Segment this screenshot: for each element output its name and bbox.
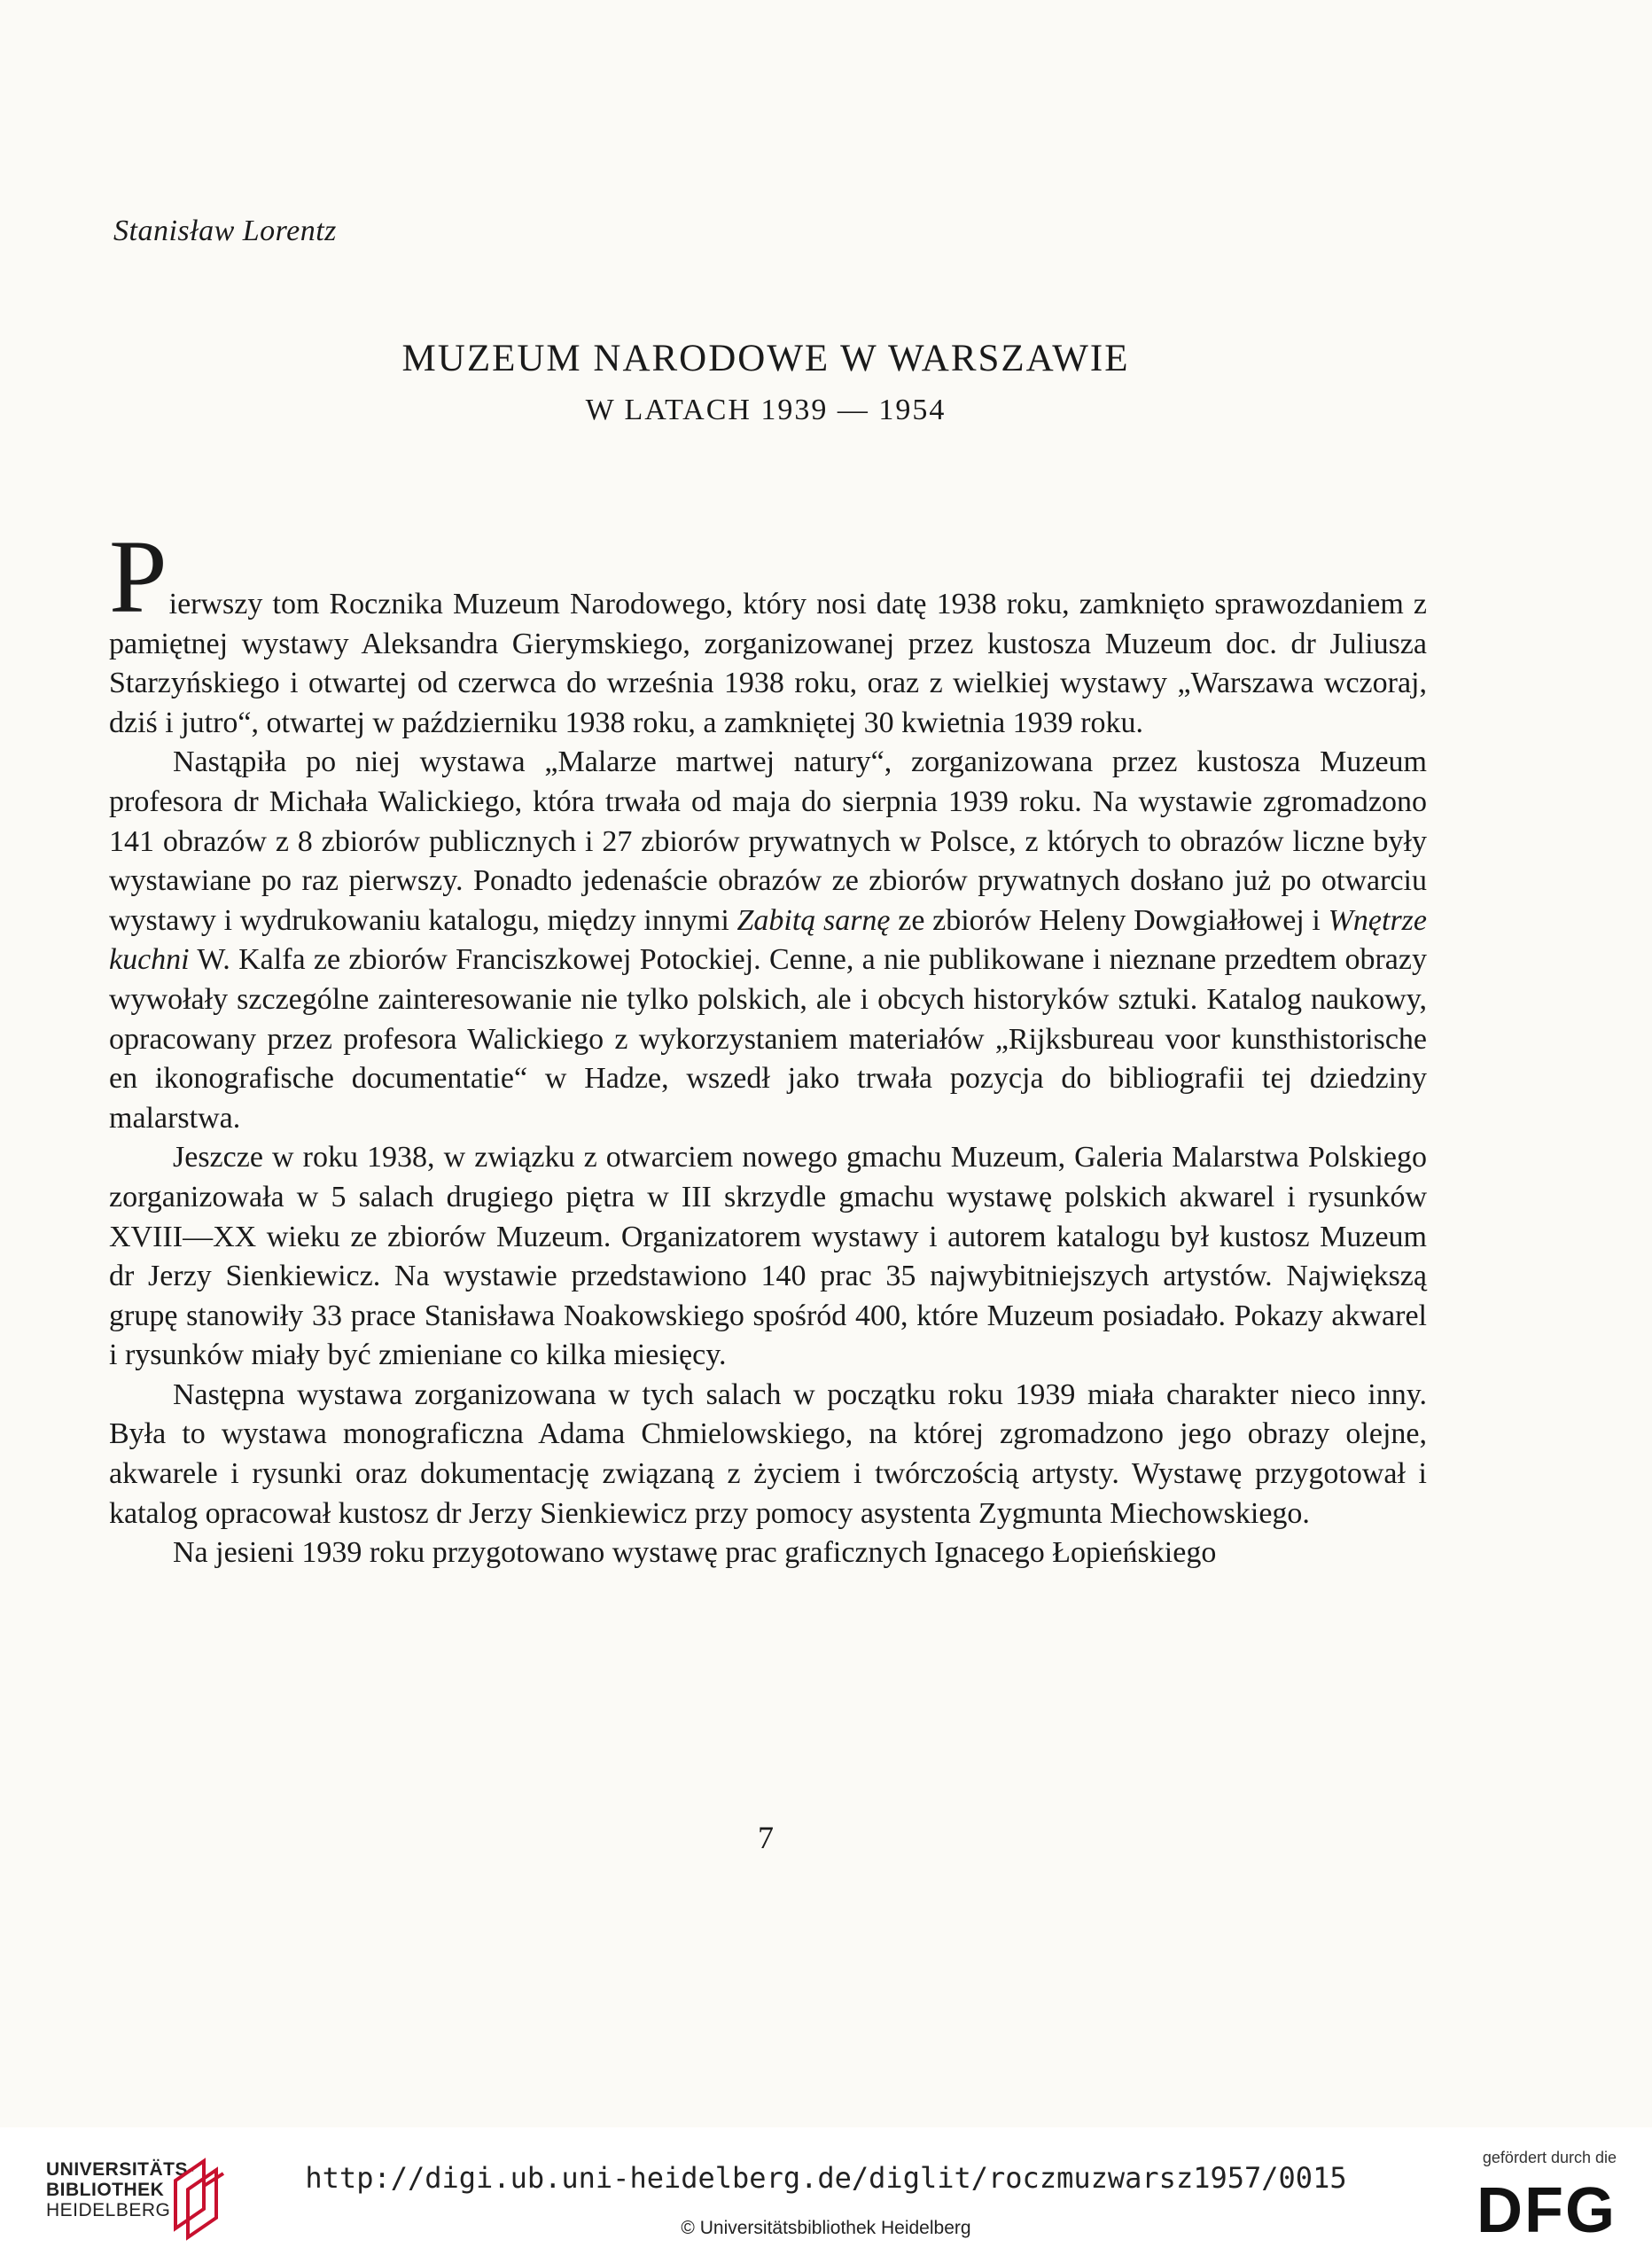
library-name-line1: UNIVERSITÄTS- (46, 2159, 195, 2180)
italic-title: Zabitą sarnę (736, 903, 891, 937)
author-name: Stanisław Lorentz (113, 215, 337, 247)
paragraph-text: Następna wystawa zorganizowana w tych salach w początku roku 1939 miała charakter nieco inny. Była to wystawa monograficzna Adama Chmielowskiego, na której zgromadzono jego obrazy olejne, akwarele i rysunki oraz dokumentację związaną z życiem i twórczością artysty. Wystawę przygotował i katalog opracował kustosz dr Jerzy Sienkiewicz przy pomocy asystenta Zygmunta Miechowskiego. (109, 1377, 1427, 1530)
article-subtitle: W LATACH 1939 — 1954 (585, 394, 947, 426)
funding-note: gefördert durch die (1482, 2149, 1617, 2166)
article-title: MUZEUM NARODOWE W WARSZAWIE (401, 338, 1130, 379)
paragraph-text: ierwszy tom Rocznika Muzeum Narodowego, który nosi datę 1938 roku, zamknięto sprawozdaniem z pamiętnej wystawy Aleksandra Gierymskiego, zorganizowanej przez kustosza Muzeum doc. dr Juliusza Starzyńskiego i otwartej od czerwca do września 1938 roku, oraz z wielkiej wystawy „Warszawa wczoraj, dziś i jutro“, otwartej w październiku 1938 roku, a zamkniętej 30 kwietnia 1939 roku. (109, 588, 1427, 739)
body-paragraph (109, 1376, 1427, 1533)
copyright-notice: © Universitätsbibliothek Heidelberg (681, 2218, 971, 2238)
dfg-logo[interactable]: DFG (1477, 2175, 1617, 2246)
body-paragraph (109, 519, 1427, 743)
paragraph-text: Na jesieni 1939 roku przygotowano wystawę prac graficznych Ignacego Łopieńskiego (173, 1536, 1217, 1570)
body-paragraph (109, 1138, 1427, 1376)
page-number: 7 (758, 1820, 774, 1855)
paragraph-text: W. Kalfa ze zbiorów Franciszkowej Potockiej. Cenne, a nie publikowane i nieznane przedtem obrazy wywołały szczególne zainteresowanie nie tylko polskich, ale i obcych historyków sztuki. Katalog naukowy, opracowany przez profesora Walickiego z wykorzystaniem materiałów „Rijksbureau voor kunsthistorische en ikonografische documentatie“ w Hadze, wszedł jako trwała pozycja do bibliografii tej dziedziny malarstwa. (109, 943, 1427, 1135)
paragraph-text: ze zbiorów Heleny Dowgiałłowej i (890, 903, 1329, 937)
body-paragraph (109, 1533, 1427, 1573)
article-body (109, 519, 1427, 1573)
paragraph-text: Nastąpiła po niej wystawa „Malarze martwej natury“, zorganizowana przez kustosza Muzeum profesora dr Michała Walickiego, która trwała od maja do sierpnia 1939 roku. Na wystawie zgromadzono 141 obrazów z 8 zbiorów publicznych i 27 zbiorów prywatnych w Polsce, z których to obrazów liczne były wystawiane po raz pierwszy. Ponadto jedenaście obrazów ze zbiorów prywatnych dosłano już po otwarciu wystawy i wydrukowaniu katalogu, między innymi (109, 745, 1427, 937)
drop-cap: P (109, 519, 168, 635)
library-name-line2: BIBLIOTHEK (46, 2180, 165, 2200)
document-url-link[interactable]: http://digi.ub.uni-heidelberg.de/diglit/roczmuzwarsz1957/0015 (305, 2161, 1347, 2195)
paragraph-text: Jeszcze w roku 1938, w związku z otwarciem nowego gmachu Muzeum, Galeria Malarstwa Polskiego zorganizowała w 5 salach drugiego piętra w III skrzydle gmachu wystawę polskich akwarel i rysunków XVIII—XX wieku ze zbiorów Muzeum. Organizatorem wystawy i autorem katalogu był kustosz Muzeum dr Jerzy Sienkiewicz. Na wystawie przedstawiono 140 prac 35 najwybitniejszych artystów. Największą grupę stanowiły 33 prace Stanisława Noakowskiego spośród 400, które Muzeum posiadało. Pokazy akwarel i rysunków miały być zmieniane co kilka miesięcy. (109, 1141, 1427, 1372)
library-name-line3: HEIDELBERG (46, 2200, 171, 2220)
footer (0, 2127, 1652, 2263)
body-paragraph (109, 743, 1427, 1138)
italic-title: Wnętrze kuchni (109, 903, 1427, 977)
